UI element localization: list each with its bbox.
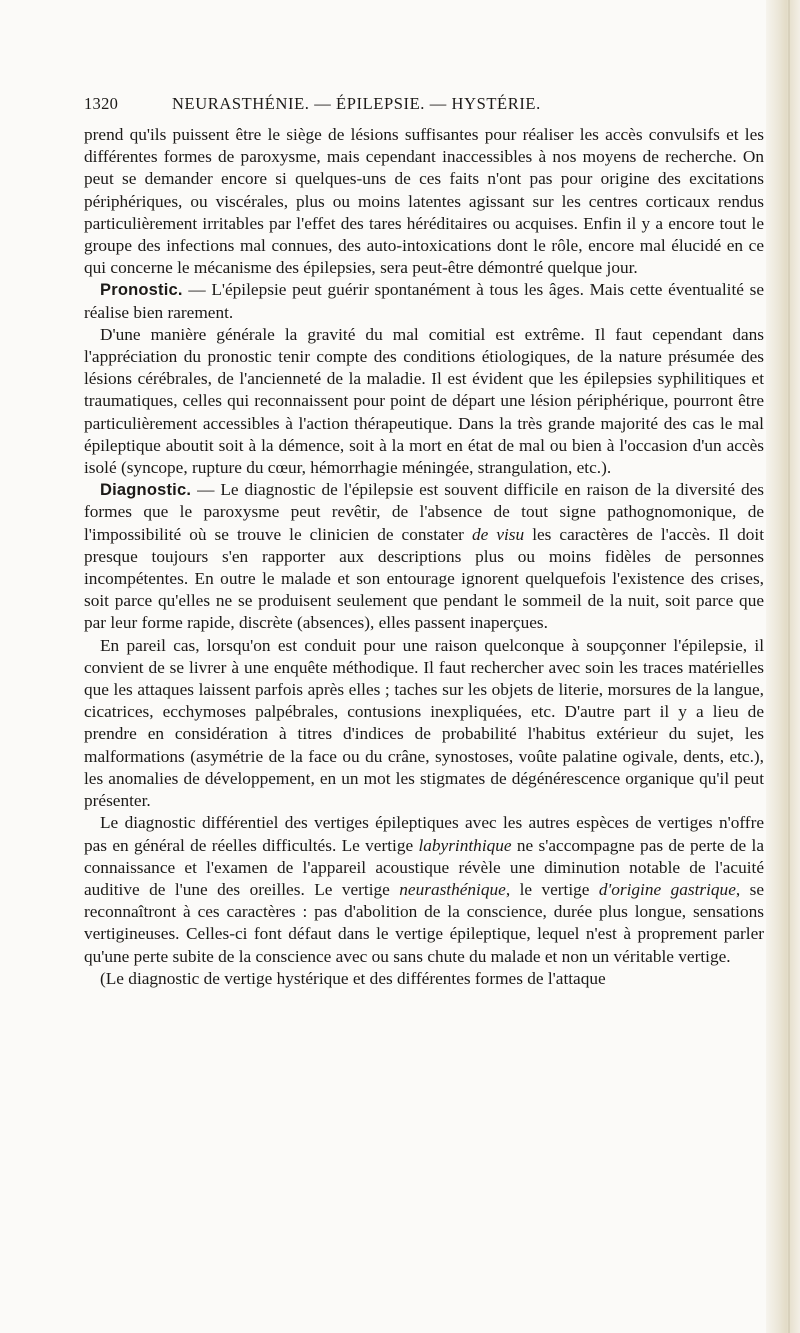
body-text [84, 124, 764, 990]
paragraph-etiology-end: prend qu'ils puissent être le siège de lésions suffisantes pour réaliser les accès convulsifs et les différentes formes de paroxysme, mais cependant inaccessibles à nos moyens de recherche. On peut se demander encore si quelques-uns de ces faits n'ont pas pour origine des excitations périphériques, ou viscérales, plus ou moins latentes agissant sur les centres corticaux rendus particulièrement irritables par l'effet des tares héréditaires ou acquises. Enfin il y a encore tout le groupe des infections mal connues, des auto-intoxications dont le rôle, encore mal élucidé en ce qui concerne le mécanisme des épilepsies, sera peut-être démontré quelque jour. [84, 125, 764, 278]
paragraph-gravite: D'une manière générale la gravité du mal comitial est extrême. Il faut cependant dans l'appréciation du pronostic tenir compte des conditions étiologiques, de la nature présumée des lésions cérébrales, de l'ancienneté de la maladie. Il est évident que les épilepsies syphilitiques et traumatiques, celles qui reconnaissent pour point de départ une lésion périphérique, pourront être particulièrement accessibles à l'action thérapeutique. Dans la très grande majorité des cas le mal épileptique aboutit soit à la démence, soit à la mort en état de mal ou bien à l'occasion d'un accès isolé (syncope, rupture du cœur, hémorrhagie méningée, strangulation, etc.). [84, 324, 764, 478]
italic-neurasthenique: neurasthénique [399, 879, 506, 899]
italic-labyrinthique: labyrinthique [418, 835, 512, 855]
paragraph-enquete: En pareil cas, lorsqu'on est conduit pour une raison quelconque à soupçonner l'épilepsie, il convient de se livrer à une enquête méthodique. Il faut rechercher avec soin les traces matérielles que les attaques laissent parfois après elles ; taches sur les objets de literie, morsures de la langue, cicatrices, ecchymoses palpébrales, contusions inexpliquées, etc. D'autre part il y a lieu de prendre en considération à titres d'indices de probabilité l'habitus extérieur du sujet, les malformations (asymétrie de la face ou du crâne, synostoses, voûte palatine ogivale, dents, etc.), les anomalies de développement, en un mot les stigmates de dégénérescence organique qu'il peut présenter. [84, 635, 764, 811]
paragraph-hysterique: (Le diagnostic de vertige hystérique et des différentes formes de l'attaque [100, 968, 606, 988]
section-heading-diagnostic: Diagnostic. [100, 481, 192, 500]
running-title: NEURASTHÉNIE. — ÉPILEPSIE. — HYSTÉRIE. [172, 94, 541, 113]
paragraph-vertiges: Le diagnostic différentiel des vertiges épileptiques avec les autres espèces de vertiges n'offre pas en général de réelles difficultés. Le vertige labyrinthique ne s'accompagne pas de perte de la connaissance et l'examen de l'appareil acoustique révèle une diminution notable de l'acuité auditive de l'une des oreilles. Le vertige neurasthénique, le vertige d'origine gastrique, se reconnaîtront à ces caractères : pas d'abolition de la conscience, durée plus longue, sensations vertigineuses. Celles-ci font défaut dans le vertige épileptique, lequel n'est à proprement parler qu'une perte subite de la conscience avec ou sans chute du malade et non un véritable vertige. [84, 813, 765, 966]
italic-gastrique: d'origine gastrique [598, 879, 736, 899]
section-heading-pronostic: Pronostic. [100, 281, 183, 300]
italic-de-visu: de visu [471, 524, 525, 544]
running-header [84, 94, 764, 118]
page-number: 1320 [84, 94, 119, 113]
page-edge [766, 0, 800, 1333]
paragraph-diagnostic: Diagnostic. — Le diagnostic de l'épilepsie est souvent difficile en raison de la diversité des formes que le paroxysme peut revêtir, de l'absence de tout signe pathognomonique, de l'impossibilité où se trouve le clinicien de constater de visu les caractères de l'accès. Il doit presque toujours s'en rapporter aux descriptions plus ou moins fidèles de personnes incompétentes. En outre le malade et son entourage ignorent quelquefois l'existence des crises, soit parce qu'elles ne se produisent seulement que pendant le sommeil de la nuit, soit parce que par leur forme rapide, discrète (absences), elles passent inaperçues. [84, 480, 765, 633]
paragraph-pronostic: Pronostic. — L'épilepsie peut guérir spontanément à tous les âges. Mais cette éventualité se réalise bien rarement. [84, 280, 764, 322]
